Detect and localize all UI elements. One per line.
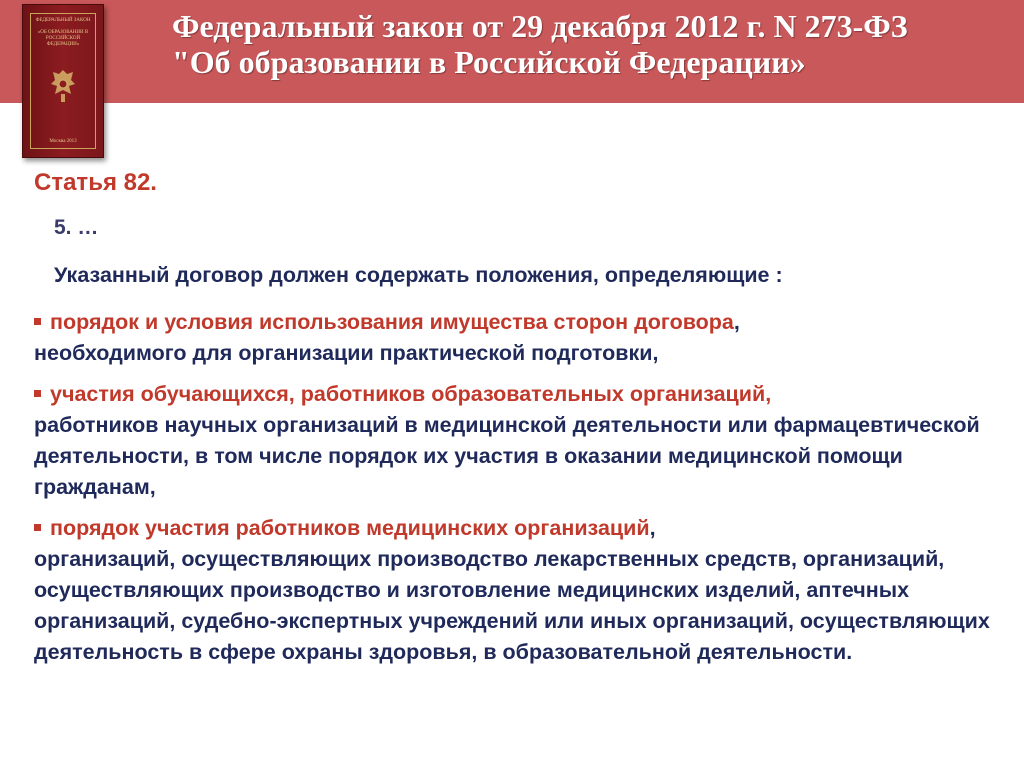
bullet-square-icon xyxy=(34,390,41,397)
title-line-2: "Об образовании в Российской Федерации» xyxy=(172,44,806,80)
bullet-red-text: порядок и условия использования имущества сторон договора xyxy=(50,310,734,334)
title-line-1: Федеральный закон от 29 декабря 2012 г. N 273-ФЗ xyxy=(172,8,908,44)
article-heading: Статья 82. xyxy=(34,169,157,196)
bullet-red-text: порядок участия работников медицинских организаций xyxy=(50,516,650,540)
bullet-rest-text: организаций, осуществляющих производство лекарственных средств, организаций, осуществляющих производство и изготовление медицинских изделий, аптечных организаций, судебно-экспертных учреждений или иных организаций, осуществляющих деятельность в сфере охраны здоровья, в образовательной деятельности. xyxy=(34,547,990,664)
bullet-rest-text: работников научных организаций в медицинской деятельности или фармацевтической деятельности, в том числе порядок их участия в оказании медицинской помощи гражданам, xyxy=(34,413,980,499)
bullet-punct: , xyxy=(649,516,656,540)
bullet-list xyxy=(34,307,1009,678)
bullet-square-icon xyxy=(34,524,41,531)
book-title-text: «ОБ ОБРАЗОВАНИИ В РОССИЙСКОЙ ФЕДЕРАЦИИ» xyxy=(37,30,89,47)
bullet-red-text: участия обучающихся, работников образовательных организаций, xyxy=(50,382,772,406)
bullet-rest-text: необходимого для организации практической подготовки, xyxy=(34,341,659,365)
intro-text: Указанный договор должен содержать положения, определяющие : xyxy=(54,263,783,287)
book-top-text: ФЕДЕРАЛЬНЫЙ ЗАКОН xyxy=(35,18,91,23)
bullet-square-icon xyxy=(34,318,41,325)
book-bottom-text: Москва 2013 xyxy=(49,139,77,144)
bullet-punct: , xyxy=(733,310,740,334)
list-item xyxy=(34,513,1009,668)
list-item xyxy=(34,307,1009,369)
point-number: 5. … xyxy=(54,216,99,239)
list-item xyxy=(34,379,1009,503)
